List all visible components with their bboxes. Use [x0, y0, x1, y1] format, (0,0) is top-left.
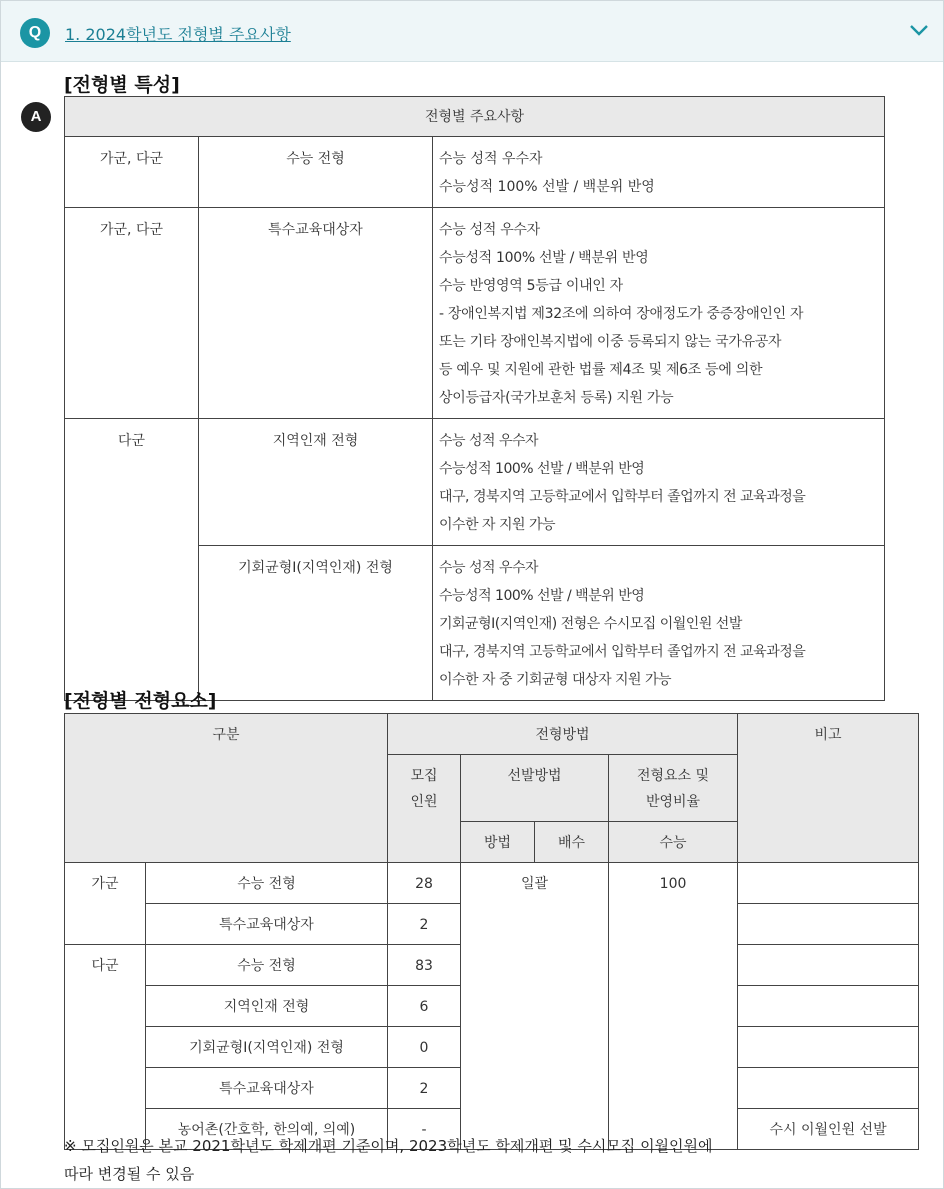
table-cell: 특수교육대상자 [146, 1068, 388, 1109]
table-cell [433, 419, 885, 546]
cell-line: 이수한 자 중 기회균형 대상자 지원 가능 [439, 672, 672, 688]
cell-line: 대구, 경북지역 고등학교에서 입학부터 졸업까지 전 교육과정을 [439, 644, 806, 660]
header-bigo: 비고 [738, 714, 919, 863]
cell-line: 상이등급자(국가보훈처 등록) 지원 가능 [439, 390, 674, 406]
characteristics-table [64, 96, 885, 701]
header-multiple: 배수 [535, 822, 609, 863]
header-method: 전형방법 [388, 714, 738, 755]
cell-line: 대구, 경북지역 고등학교에서 입학부터 졸업까지 전 교육과정을 [439, 489, 806, 505]
cell-line: 이수한 자 지원 가능 [439, 517, 556, 533]
cell-line: 수능성적 100% 선발 / 백분위 반영 [439, 588, 645, 604]
cell-line: - 장애인복지법 제32조에 의하여 장애정도가 중증장애인인 자 [439, 306, 804, 322]
table-cell [738, 986, 919, 1027]
chevron-down-icon[interactable] [909, 23, 929, 41]
cell-line: 기회균형Ⅰ(지역인재) 전형은 수시모집 이월인원 선발 [439, 616, 742, 632]
header-suneung: 수능 [609, 822, 738, 863]
table-cell [738, 945, 919, 986]
table-cell: 수능 전형 [146, 945, 388, 986]
footnote [64, 1132, 864, 1188]
table-cell [433, 137, 885, 208]
cell-line: 수능성적 100% 선발 / 백분위 반영 [439, 250, 649, 266]
header-line: 전형요소 및 [636, 768, 710, 784]
cell-line: 수능성적 100% 선발 / 백분위 반영 [439, 461, 645, 477]
cell-line: 수능 반영영역 5등급 이내인 자 [439, 278, 623, 294]
question-title-link[interactable]: 1. 2024학년도 전형별 주요사항 [65, 25, 291, 44]
table-cell: 0 [388, 1027, 461, 1068]
table-cell: 83 [388, 945, 461, 986]
table-cell: 2 [388, 904, 461, 945]
question-header[interactable] [1, 1, 943, 62]
header-recruit [388, 755, 461, 863]
table-cell: 6 [388, 986, 461, 1027]
table-cell: 기회균형Ⅰ(지역인재) 전형 [199, 546, 433, 701]
question-badge: Q [20, 18, 50, 48]
header-line: 모집 [410, 768, 438, 784]
table-cell [433, 546, 885, 701]
table-cell: 28 [388, 863, 461, 904]
table-cell: 가군, 다군 [65, 137, 199, 208]
table-cell: 수시 이월인원 선발 [738, 1109, 919, 1150]
group-da: 다군 [65, 945, 146, 1150]
table-cell: 수능 전형 [146, 863, 388, 904]
header-line: 인원 [410, 794, 438, 810]
group-ga: 가군 [65, 863, 146, 945]
footnote-line: 따라 변경될 수 있음 [64, 1165, 195, 1183]
table-cell: 지역인재 전형 [199, 419, 433, 546]
table-cell [738, 1027, 919, 1068]
section-heading-characteristics: [전형별 특성] [64, 74, 180, 96]
header-selection: 선발방법 [461, 755, 609, 822]
header-how: 방법 [461, 822, 535, 863]
method-value: 일괄 [461, 863, 609, 1150]
table-cell: 농어촌(간호학, 한의예, 의예) [146, 1109, 388, 1150]
cell-line: 수능 성적 우수자 [439, 151, 543, 167]
table-cell: 2 [388, 1068, 461, 1109]
table-cell: 수능 전형 [199, 137, 433, 208]
table-cell: 특수교육대상자 [146, 904, 388, 945]
table-cell [433, 208, 885, 419]
cell-line: 수능성적 100% 선발 / 백분위 반영 [439, 179, 655, 195]
header-element [609, 755, 738, 822]
table-cell [738, 1068, 919, 1109]
cell-line: 수능 성적 우수자 [439, 560, 539, 576]
table-cell: - [388, 1109, 461, 1150]
elements-table [64, 713, 919, 1150]
table-title: 전형별 주요사항 [65, 97, 885, 137]
table-cell: 특수교육대상자 [199, 208, 433, 419]
header-line: 반영비율 [645, 794, 701, 810]
footnote-line: ※ 모집인원은 본교 2021학년도 학제개편 기준이며, 2023학년도 학제개편 및 수시모집 이월인원에 [64, 1137, 713, 1155]
answer-badge: A [21, 102, 51, 132]
cell-line: 등 예우 및 지원에 관한 법률 제4조 및 제6조 등에 의한 [439, 362, 763, 378]
table-cell: 다군 [65, 419, 199, 701]
table-cell: 지역인재 전형 [146, 986, 388, 1027]
table-cell: 기회균형Ⅰ(지역인재) 전형 [146, 1027, 388, 1068]
ratio-value: 100 [609, 863, 738, 1150]
cell-line: 수능 성적 우수자 [439, 433, 539, 449]
section-heading-elements: [전형별 전형요소] [64, 690, 217, 712]
table-cell [738, 904, 919, 945]
cell-line: 또는 기타 장애인복지법에 이중 등록되지 않는 국가유공자 [439, 334, 782, 350]
cell-line: 수능 성적 우수자 [439, 222, 540, 238]
table-cell: 가군, 다군 [65, 208, 199, 419]
header-gubun: 구분 [65, 714, 388, 863]
table-cell [738, 863, 919, 904]
